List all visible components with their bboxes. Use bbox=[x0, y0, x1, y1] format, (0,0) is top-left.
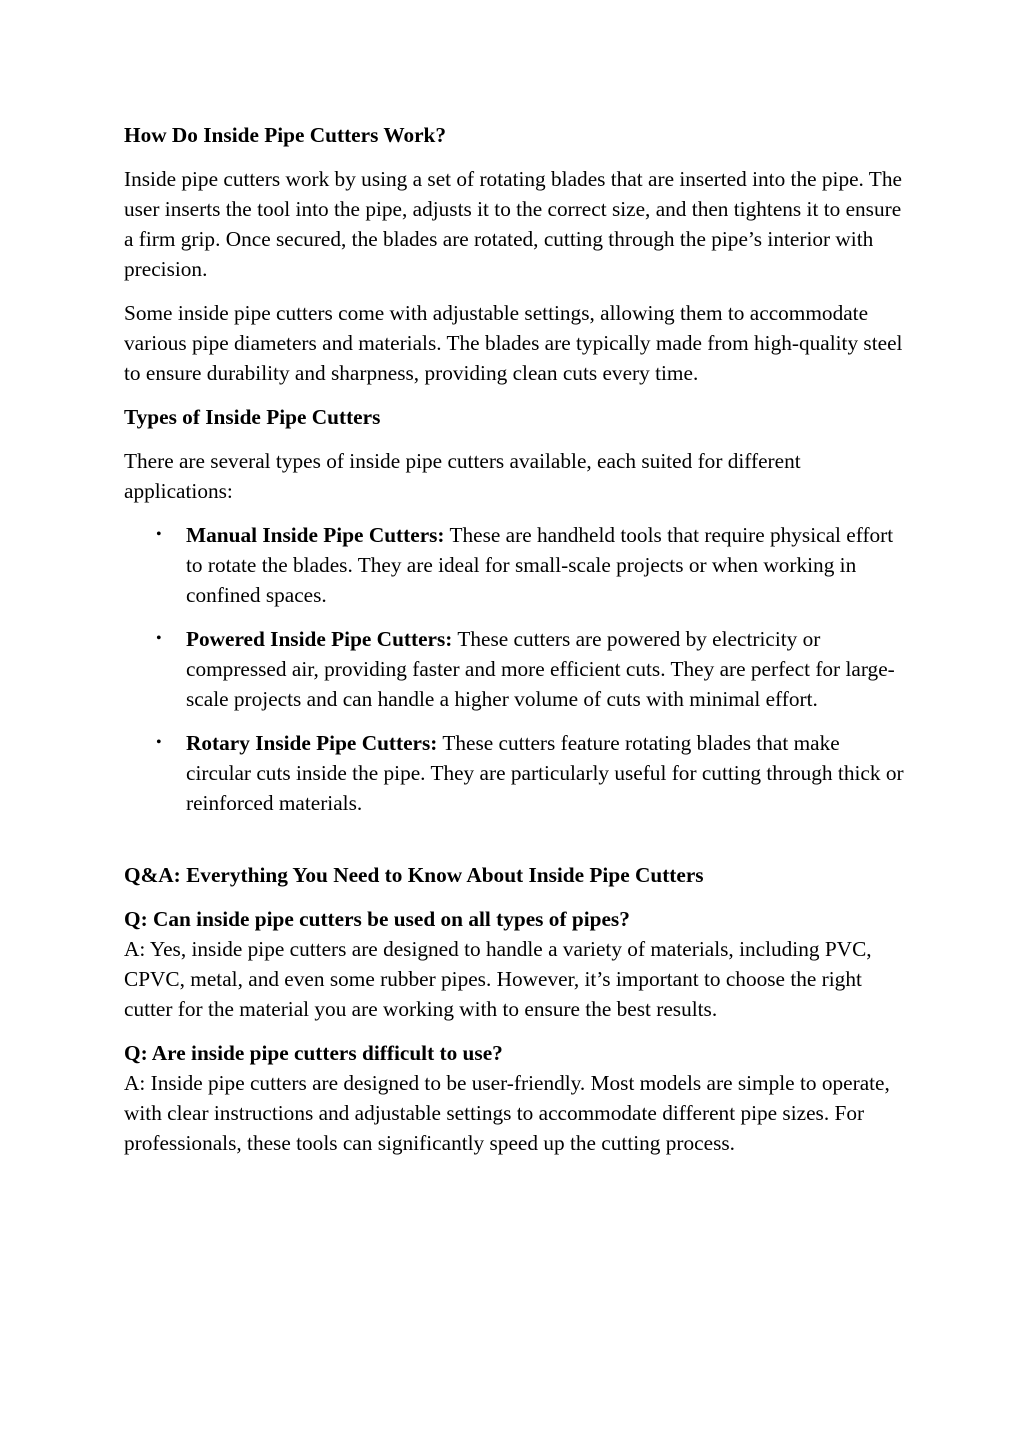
section-spacer bbox=[124, 832, 904, 860]
qa-item bbox=[124, 904, 904, 1024]
qa-answer: A: Yes, inside pipe cutters are designed to handle a variety of materials, including PVC, CPVC, metal, and even some rubber pipes. However, it’s important to choose the right cutter for the material you are working with to ensure the best results. bbox=[124, 937, 872, 1021]
paragraph: Inside pipe cutters work by using a set of rotating blades that are inserted into the pipe. The user inserts the tool into the pipe, adjusts it to the correct size, and then tightens it to ensure a firm grip. Once secured, the blades are rotated, cutting through the pipe’s interior with precision. bbox=[124, 167, 902, 281]
bullet-icon: • bbox=[156, 526, 162, 543]
types-list bbox=[124, 520, 904, 818]
document-page bbox=[124, 120, 904, 1172]
list-item-text: These cutters are powered by electricity or compressed air, providing faster and more efficient cuts. They are perfect for large-scale projects and can handle a higher volume of cuts with minimal effort. bbox=[186, 627, 895, 711]
paragraph-intro: There are several types of inside pipe cutters available, each suited for different applications: bbox=[124, 449, 801, 503]
list-item-term: Rotary Inside Pipe Cutters: bbox=[186, 731, 438, 755]
list-item-term: Powered Inside Pipe Cutters: bbox=[186, 627, 453, 651]
list-item-term: Manual Inside Pipe Cutters: bbox=[186, 523, 445, 547]
list-item bbox=[156, 728, 904, 818]
bullet-icon: • bbox=[156, 630, 162, 647]
list-item-text: These are handheld tools that require physical effort to rotate the blades. They are ideal for small-scale projects or when working in confined spaces. bbox=[186, 523, 894, 607]
qa-question: Q: Can inside pipe cutters be used on all types of pipes? bbox=[124, 907, 630, 931]
section-heading-types: Types of Inside Pipe Cutters bbox=[124, 405, 381, 429]
qa-answer: A: Inside pipe cutters are designed to be user-friendly. Most models are simple to operate, with clear instructions and adjustable settings to accommodate different pipe sizes. For professionals, these tools can significantly speed up the cutting process. bbox=[124, 1071, 890, 1155]
bullet-icon: • bbox=[156, 734, 162, 751]
qa-item bbox=[124, 1038, 904, 1158]
qa-question: Q: Are inside pipe cutters difficult to use? bbox=[124, 1041, 503, 1065]
list-item bbox=[156, 624, 904, 714]
section-heading-qa: Q&A: Everything You Need to Know About Inside Pipe Cutters bbox=[124, 863, 704, 887]
list-item bbox=[156, 520, 904, 610]
list-item-text: These cutters feature rotating blades that make circular cuts inside the pipe. They are particularly useful for cutting through thick or reinforced materials. bbox=[186, 731, 904, 815]
paragraph: Some inside pipe cutters come with adjustable settings, allowing them to accommodate various pipe diameters and materials. The blades are typically made from high-quality steel to ensure durability and sharpness, providing clean cuts every time. bbox=[124, 301, 903, 385]
section-heading-how-it-works: How Do Inside Pipe Cutters Work? bbox=[124, 123, 447, 147]
